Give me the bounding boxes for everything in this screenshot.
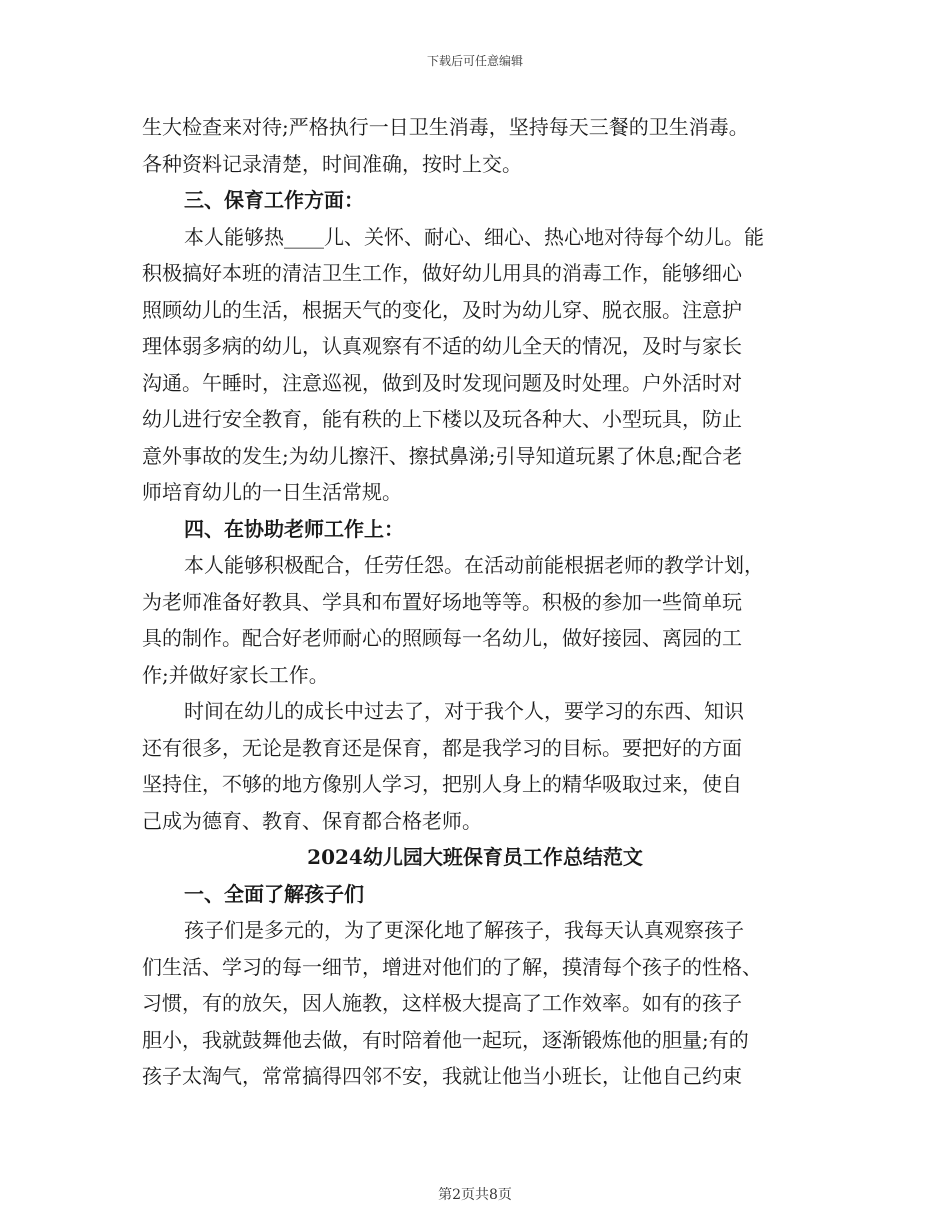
body-text-line: 沟通。午睡时，注意巡视，做到及时发现问题及时处理。户外活时对 — [142, 370, 742, 395]
section-heading: 一、全面了解孩子们 — [184, 881, 364, 906]
body-text-line: 为老师准备好教具、学具和布置好场地等等。积极的参加一些简单玩 — [142, 589, 742, 614]
body-text-line: 时间在幼儿的成长中过去了，对于我个人，要学习的东西、知识 — [184, 699, 744, 723]
body-text-line: 本人能够热____儿、关怀、耐心、细心、热心地对待每个幼儿。能 — [184, 224, 764, 249]
body-text-line: 作;并做好家长工作。 — [142, 662, 329, 687]
body-text-line: 照顾幼儿的生活，根据天气的变化，及时为幼儿穿、脱衣服。注意护 — [142, 297, 742, 322]
body-text-line: 己成为德育、教育、保育都合格老师。 — [142, 808, 482, 833]
body-text-line: 各种资料记录清楚，时间准确，按时上交。 — [142, 151, 522, 176]
body-text-line: 意外事故的发生;为幼儿擦汗、擦拭鼻涕;引导知道玩累了休息;配合老 — [142, 443, 743, 468]
body-text-line: 师培育幼儿的一日生活常规。 — [142, 480, 402, 504]
body-text-line: 积极搞好本班的清洁卫生工作，做好幼儿用具的消毒工作，能够细心 — [142, 261, 742, 285]
document-body — [142, 109, 808, 1095]
body-text-line: 孩子们是多元的，为了更深化地了解孩子，我每天认真观察孩子 — [184, 918, 744, 942]
page-header: 下载后可任意编辑 — [426, 54, 523, 68]
section-heading: 三、保育工作方面： — [184, 188, 364, 212]
body-text-line: 们生活、学习的每一细节，增进对他们的了解，摸清每个孩子的性格、 — [142, 954, 762, 979]
body-text-line: 本人能够积极配合，任劳任怨。在活动前能根据老师的教学计划， — [184, 553, 764, 577]
body-text-line: 幼儿进行安全教育，能有秩的上下楼以及玩各种大、小型玩具，防止 — [142, 407, 742, 431]
body-text-line: 坚持住，不够的地方像别人学习，把别人身上的精华吸取过来，使自 — [142, 772, 742, 796]
body-text-line: 还有很多，无论是教育还是保育，都是我学习的目标。要把好的方面 — [142, 735, 742, 760]
body-text-line: 孩子太淘气，常常搞得四邻不安，我就让他当小班长，让他自己约束 — [142, 1064, 742, 1088]
page-number: 第2页共8页 — [438, 1187, 512, 1203]
body-text-line: 具的制作。配合好老师耐心的照顾每一名幼儿，做好接园、离园的工 — [142, 626, 742, 650]
section-heading: 四、在协助老师工作上： — [184, 516, 404, 541]
body-text-line: 习惯，有的放矢，因人施教，这样极大提高了工作效率。如有的孩子 — [142, 991, 742, 1015]
body-text-line: 理体弱多病的幼儿，认真观察有不适的幼儿全天的情况，及时与家长 — [142, 334, 742, 358]
body-text-line: 生大检查来对待;严格执行一日卫生消毒，坚持每天三餐的卫生消毒。 — [142, 115, 749, 139]
section-title: 2024幼儿园大班保育员工作总结范文 — [307, 845, 643, 869]
body-text-line: 胆小，我就鼓舞他去做，有时陪着他一起玩，逐渐锻炼他的胆量;有的 — [142, 1027, 749, 1052]
